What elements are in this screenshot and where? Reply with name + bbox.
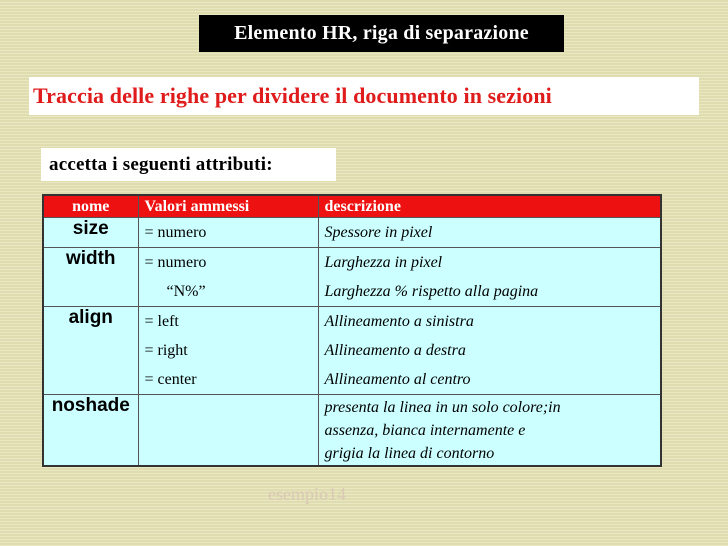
- desc-text: Allineamento a destra: [324, 341, 466, 359]
- value-text: = center: [144, 370, 197, 388]
- value-text: = right: [144, 341, 188, 359]
- slide-title: Elemento HR, riga di separazione: [199, 15, 564, 52]
- table-row: [43, 217, 661, 247]
- attr-name-width: width: [43, 247, 138, 306]
- attributes-label: accetta i seguenti attributi:: [41, 148, 336, 181]
- table-header-row: [43, 195, 661, 217]
- desc-text: grigia la linea di contorno: [324, 444, 495, 462]
- example-link[interactable]: esempio14: [268, 484, 346, 504]
- desc-text: Spessore in pixel: [324, 223, 433, 241]
- header-valori: Valori ammessi: [138, 195, 318, 217]
- attr-name-size: size: [43, 217, 138, 247]
- attr-desc-noshade: [318, 394, 661, 466]
- value-text: = numero: [144, 253, 207, 271]
- value-text: “N%”: [166, 282, 206, 300]
- desc-text: Allineamento al centro: [324, 370, 471, 388]
- attr-name-align: align: [43, 306, 138, 394]
- desc-text: Allineamento a sinistra: [324, 312, 474, 330]
- value-text: = numero: [144, 223, 207, 241]
- table-row: [43, 394, 661, 466]
- value-text: = left: [144, 312, 179, 330]
- header-descrizione: descrizione: [318, 195, 661, 217]
- desc-text: presenta la linea in un solo colore;in: [324, 398, 561, 416]
- attr-desc-align: [318, 306, 661, 394]
- desc-text: Larghezza % rispetto alla pagina: [324, 282, 539, 300]
- slide-subtitle: Traccia delle righe per dividere il documento in sezioni: [29, 77, 699, 115]
- attr-values-align: [138, 306, 318, 394]
- attributes-table: [42, 194, 662, 467]
- attr-name-noshade: noshade: [43, 394, 138, 466]
- attr-values-noshade: [138, 394, 318, 466]
- attr-values-width: [138, 247, 318, 306]
- attr-desc-size: [318, 217, 661, 247]
- desc-text: assenza, bianca internamente e: [324, 421, 526, 439]
- attr-desc-width: [318, 247, 661, 306]
- attr-values-size: [138, 217, 318, 247]
- desc-text: Larghezza in pixel: [324, 253, 443, 271]
- table-row: [43, 247, 661, 306]
- table-row: [43, 306, 661, 394]
- header-nome: nome: [43, 195, 138, 217]
